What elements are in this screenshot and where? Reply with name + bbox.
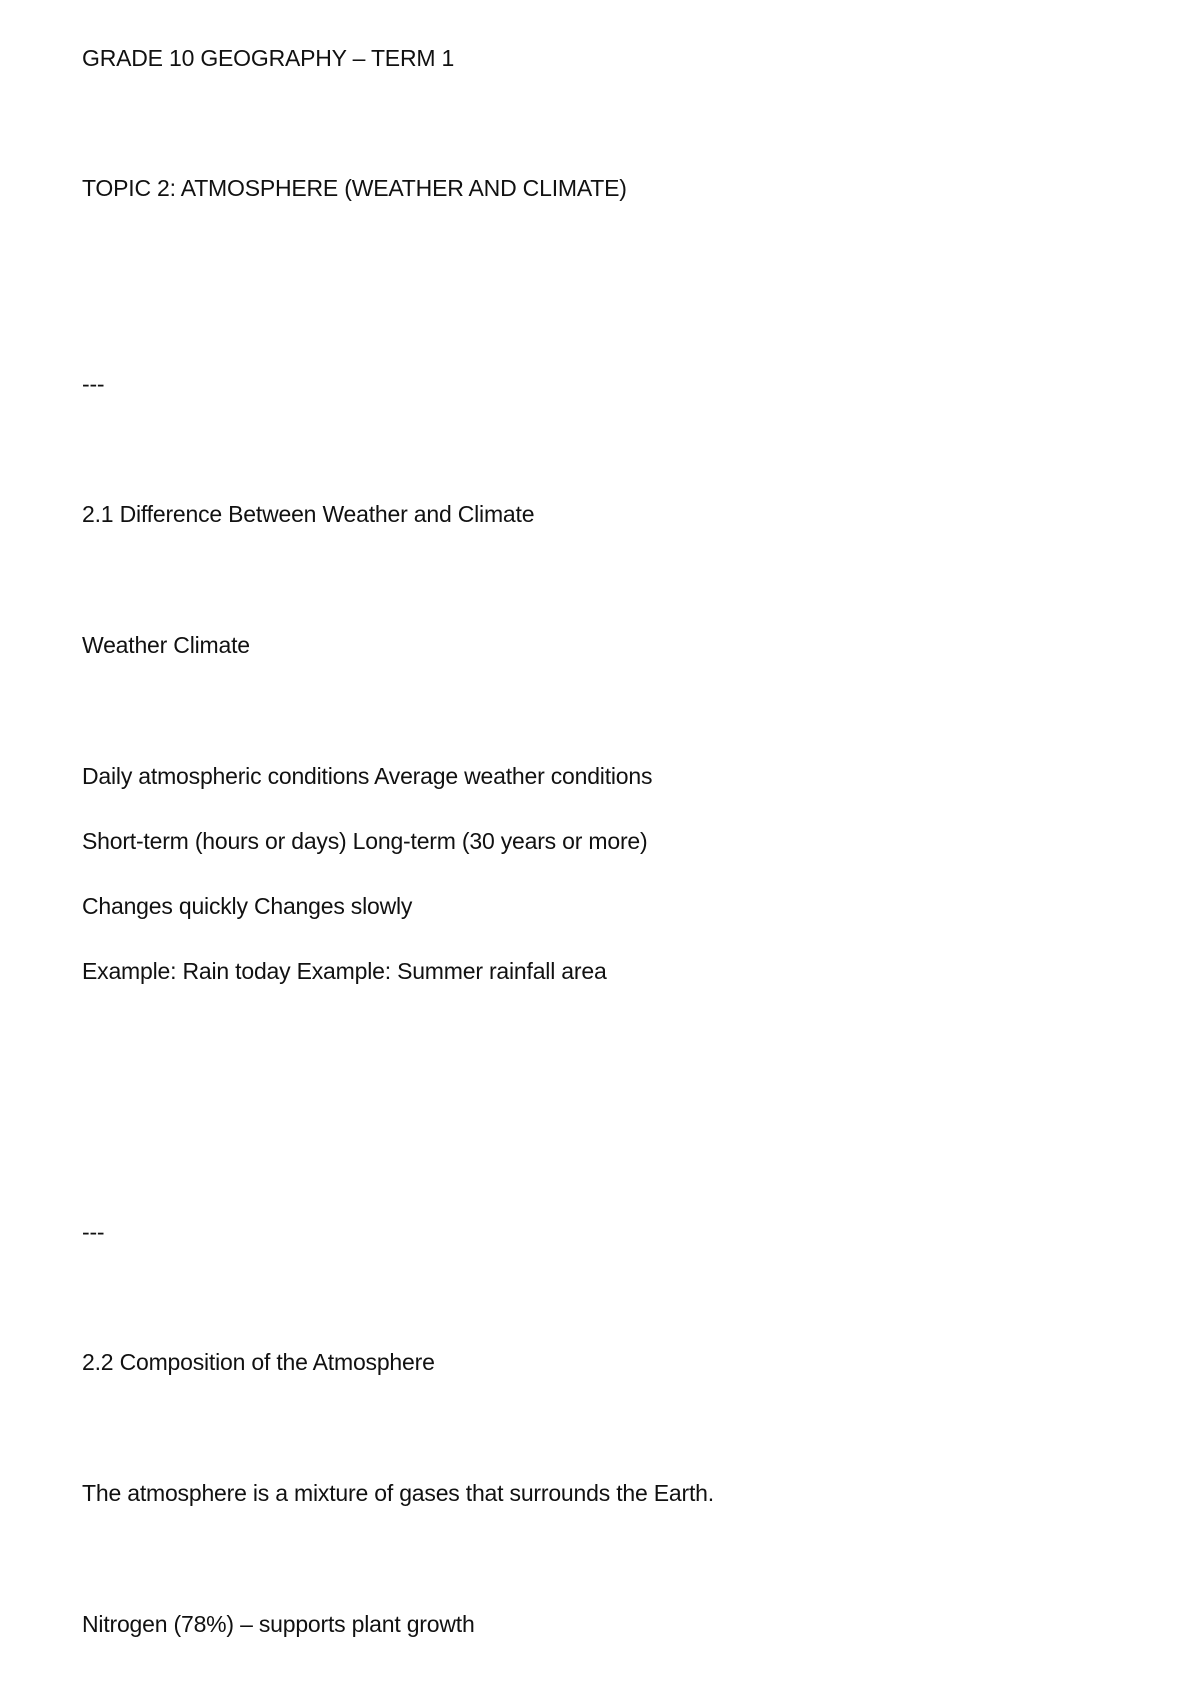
topic-heading: TOPIC 2: ATMOSPHERE (WEATHER AND CLIMATE): [82, 175, 627, 201]
comparison-row: Daily atmospheric conditions Average weather conditions: [82, 763, 653, 789]
document-title: GRADE 10 GEOGRAPHY – TERM 1: [82, 45, 455, 71]
section-heading: 2.1 Difference Between Weather and Climate: [82, 501, 535, 527]
comparison-row: Example: Rain today Example: Summer rainfall area: [82, 958, 607, 984]
section-heading: 2.2 Composition of the Atmosphere: [82, 1349, 435, 1375]
comparison-row: Short-term (hours or days) Long-term (30 years or more): [82, 828, 648, 854]
comparison-row: Changes quickly Changes slowly: [82, 893, 413, 919]
separator: ---: [82, 1219, 105, 1245]
separator: ---: [82, 371, 105, 397]
paragraph: The atmosphere is a mixture of gases that surrounds the Earth.: [82, 1480, 714, 1506]
comparison-header: Weather Climate: [82, 632, 250, 658]
gas-item: Nitrogen (78%) – supports plant growth: [82, 1611, 475, 1637]
